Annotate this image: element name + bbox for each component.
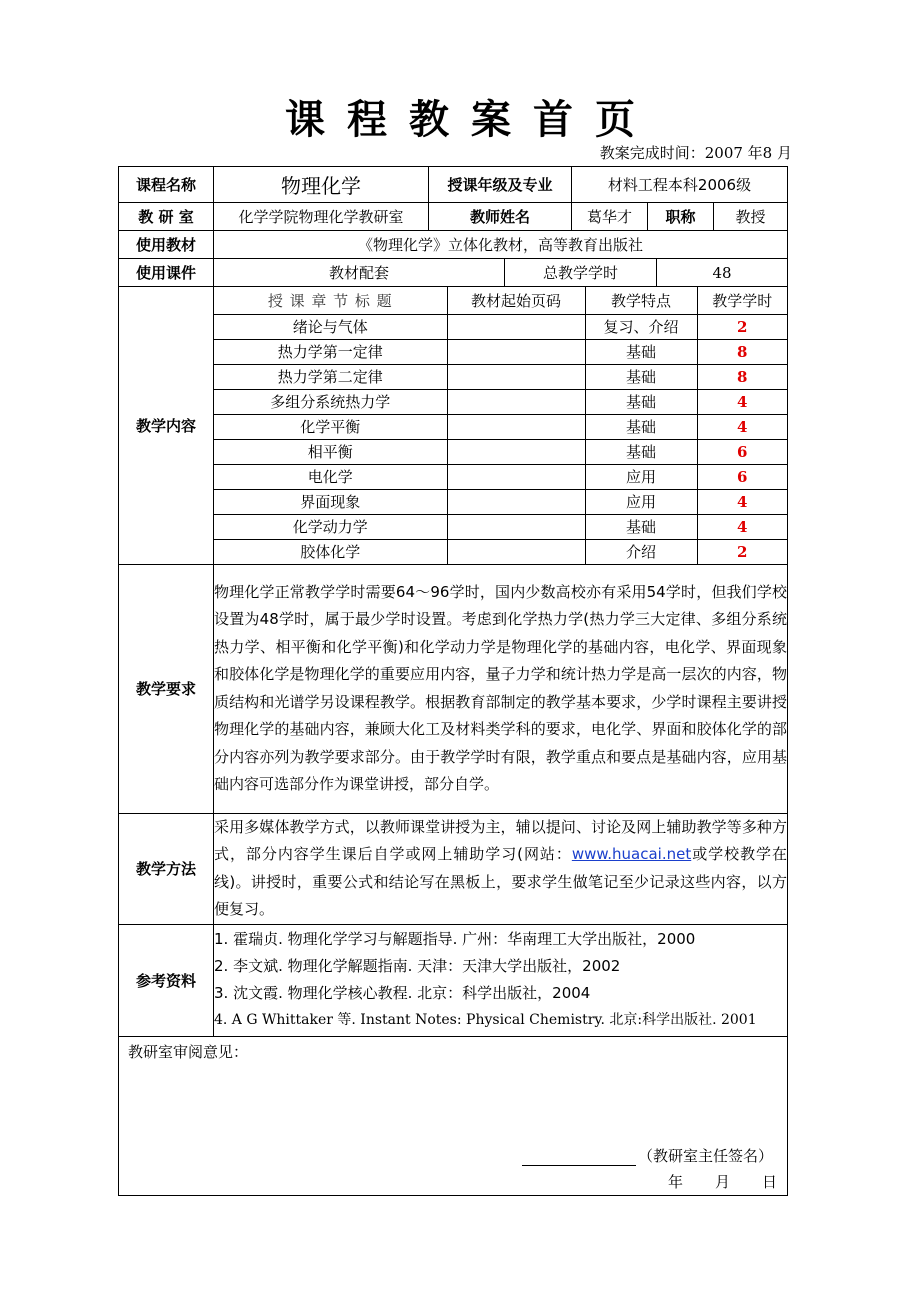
teaching-hours: 6: [697, 439, 787, 464]
table-row: [214, 339, 787, 364]
teaching-feature: 基础: [585, 364, 697, 389]
grade-label: 授课年级及专业: [429, 167, 572, 203]
website-link[interactable]: www.huacai.net: [571, 845, 692, 863]
teaching-hours: 4: [697, 414, 787, 439]
table-row: [214, 489, 787, 514]
methods-text-after: 或学校教学在线)。讲授时，重要公式和结论写在黑板上，要求学生做笔记至少记录这些内容，以方便复习。: [214, 845, 787, 918]
course-name: 物理化学: [214, 167, 429, 203]
signature-label: （教研室主任签名）: [637, 1146, 773, 1165]
col-header-page: 教材起始页码: [447, 287, 585, 314]
reference-item: 1. 霍瑞贞. 物理化学学习与解题指导. 广州：华南理工大学出版社，2000: [214, 930, 696, 948]
chapter-title: 多组分系统热力学: [214, 389, 447, 414]
reference-item: 3. 沈文霞. 物理化学核心教程. 北京：科学出版社，2004: [214, 984, 591, 1002]
col-header-title: 授 课 章 节 标 题: [214, 287, 447, 314]
content-label: 教学内容: [119, 287, 214, 565]
teaching-hours: 6: [697, 464, 787, 489]
review-date: [636, 1171, 777, 1192]
chapter-title: 胶体化学: [214, 539, 447, 564]
rank-value: 教授: [714, 203, 788, 230]
teaching-feature: 应用: [585, 464, 697, 489]
table-row: [214, 314, 787, 339]
methods-text-before: 采用多媒体教学方式，以教师课堂讲授为主，辅以提问、讨论及网上辅助教学等多种方式，部分内容学生课后自学或网上辅助学习(网站：: [214, 817, 787, 863]
chapter-title: 绪论与气体: [214, 314, 447, 339]
table-row: [214, 364, 787, 389]
start-page: [447, 414, 585, 439]
teacher-name: 葛华才: [572, 203, 648, 230]
start-page: [447, 314, 585, 339]
courseware-label: 使用课件: [119, 259, 214, 287]
teaching-hours: 2: [697, 314, 787, 339]
review-label: 教研室审阅意见：: [128, 1042, 249, 1061]
start-page: [447, 464, 585, 489]
col-header-feature: 教学特点: [585, 287, 697, 314]
lesson-plan-table: [118, 166, 788, 1196]
references-label: 参考资料: [119, 924, 214, 1036]
chapter-title: 化学平衡: [214, 414, 447, 439]
teacher-title-cell: [572, 203, 787, 230]
reference-item: 4. A G Whittaker 等. Instant Notes: Physical Chemistry. 北京:科学出版社. 2001: [214, 1012, 757, 1028]
chapter-title: 界面现象: [214, 489, 447, 514]
review-section: [119, 1036, 788, 1195]
teaching-hours: 4: [697, 389, 787, 414]
start-page: [447, 514, 585, 539]
col-header-hours: 教学学时: [697, 287, 787, 314]
teaching-feature: 基础: [585, 339, 697, 364]
start-page: [447, 339, 585, 364]
chapter-title: 热力学第二定律: [214, 364, 447, 389]
chapter-title: 电化学: [214, 464, 447, 489]
reference-item: 2. 李文斌. 物理化学解题指南. 天津：天津大学出版社，2002: [214, 957, 621, 975]
textbook-value: 《物理化学》立体化教材，高等教育出版社: [214, 231, 788, 259]
start-page: [447, 439, 585, 464]
signature-line: [522, 1145, 773, 1166]
course-name-label: 课程名称: [119, 167, 214, 203]
day-label: 日: [761, 1172, 777, 1191]
teaching-feature: 复习、介绍: [585, 314, 697, 339]
table-row: [214, 514, 787, 539]
teaching-feature: 基础: [585, 439, 697, 464]
start-page: [447, 539, 585, 564]
start-page: [447, 389, 585, 414]
teaching-hours: 4: [697, 514, 787, 539]
signature-blank: [522, 1165, 636, 1166]
dept-label: 教 研 室: [119, 203, 214, 231]
table-row: [214, 539, 787, 564]
start-page: [447, 364, 585, 389]
teaching-hours: 2: [697, 539, 787, 564]
chapter-title: 热力学第一定律: [214, 339, 447, 364]
total-hours-label: 总教学学时: [505, 259, 657, 286]
teaching-feature: 基础: [585, 389, 697, 414]
teaching-hours: 4: [697, 489, 787, 514]
requirements-label: 教学要求: [119, 564, 214, 813]
month-label: 月: [714, 1172, 730, 1191]
completion-date: 教案完成时间：2007 年8 月: [599, 144, 792, 162]
total-hours-value: 48: [657, 259, 788, 286]
references-list: [214, 924, 788, 1036]
teaching-feature: 应用: [585, 489, 697, 514]
methods-text: [214, 813, 788, 924]
courseware-cell: [214, 259, 787, 286]
dept-value: 化学学院物理化学教研室: [214, 203, 429, 231]
year-label: 年: [667, 1172, 683, 1191]
table-row: [214, 414, 787, 439]
table-row: [214, 389, 787, 414]
methods-label: 教学方法: [119, 813, 214, 924]
teaching-hours: 8: [697, 364, 787, 389]
table-row: [214, 464, 787, 489]
rank-label: 职称: [648, 203, 714, 230]
chapter-title: 相平衡: [214, 439, 447, 464]
page-title: 课程教案首页: [285, 96, 657, 143]
start-page: [447, 489, 585, 514]
grade-value: 材料工程本科2006级: [572, 167, 788, 203]
textbook-label: 使用教材: [119, 231, 214, 259]
teaching-feature: 基础: [585, 514, 697, 539]
teaching-hours: 8: [697, 339, 787, 364]
teaching-feature: 介绍: [585, 539, 697, 564]
courseware-value: 教材配套: [214, 259, 505, 286]
teaching-feature: 基础: [585, 414, 697, 439]
table-row: [214, 439, 787, 464]
chapter-title: 化学动力学: [214, 514, 447, 539]
teacher-label: 教师姓名: [429, 203, 572, 231]
content-table: [214, 287, 787, 564]
requirements-text: 物理化学正常教学学时需要64～96学时，国内少数高校亦有采用54学时，但我们学校设置为48学时，属于最少学时设置。考虑到化学热力学(热力学三大定律、多组分系统热力学、相平衡和化学平衡)和化学动力学是物理化学的基础内容，电化学、界面现象和胶体化学是物理化学的重要应用内容，量子力学和统计热力学是高一层次的内容，物质结构和光谱学另设课程教学。根据教育部制定的教学基本要求，少学时课程主要讲授物理化学的基础内容，兼顾大化工及材料类学科的要求，电化学、界面和胶体化学的部分内容亦列为教学要求部分。由于教学学时有限，教学重点和要点是基础内容，应用基础内容可选部分作为课堂讲授，部分自学。: [214, 564, 788, 813]
